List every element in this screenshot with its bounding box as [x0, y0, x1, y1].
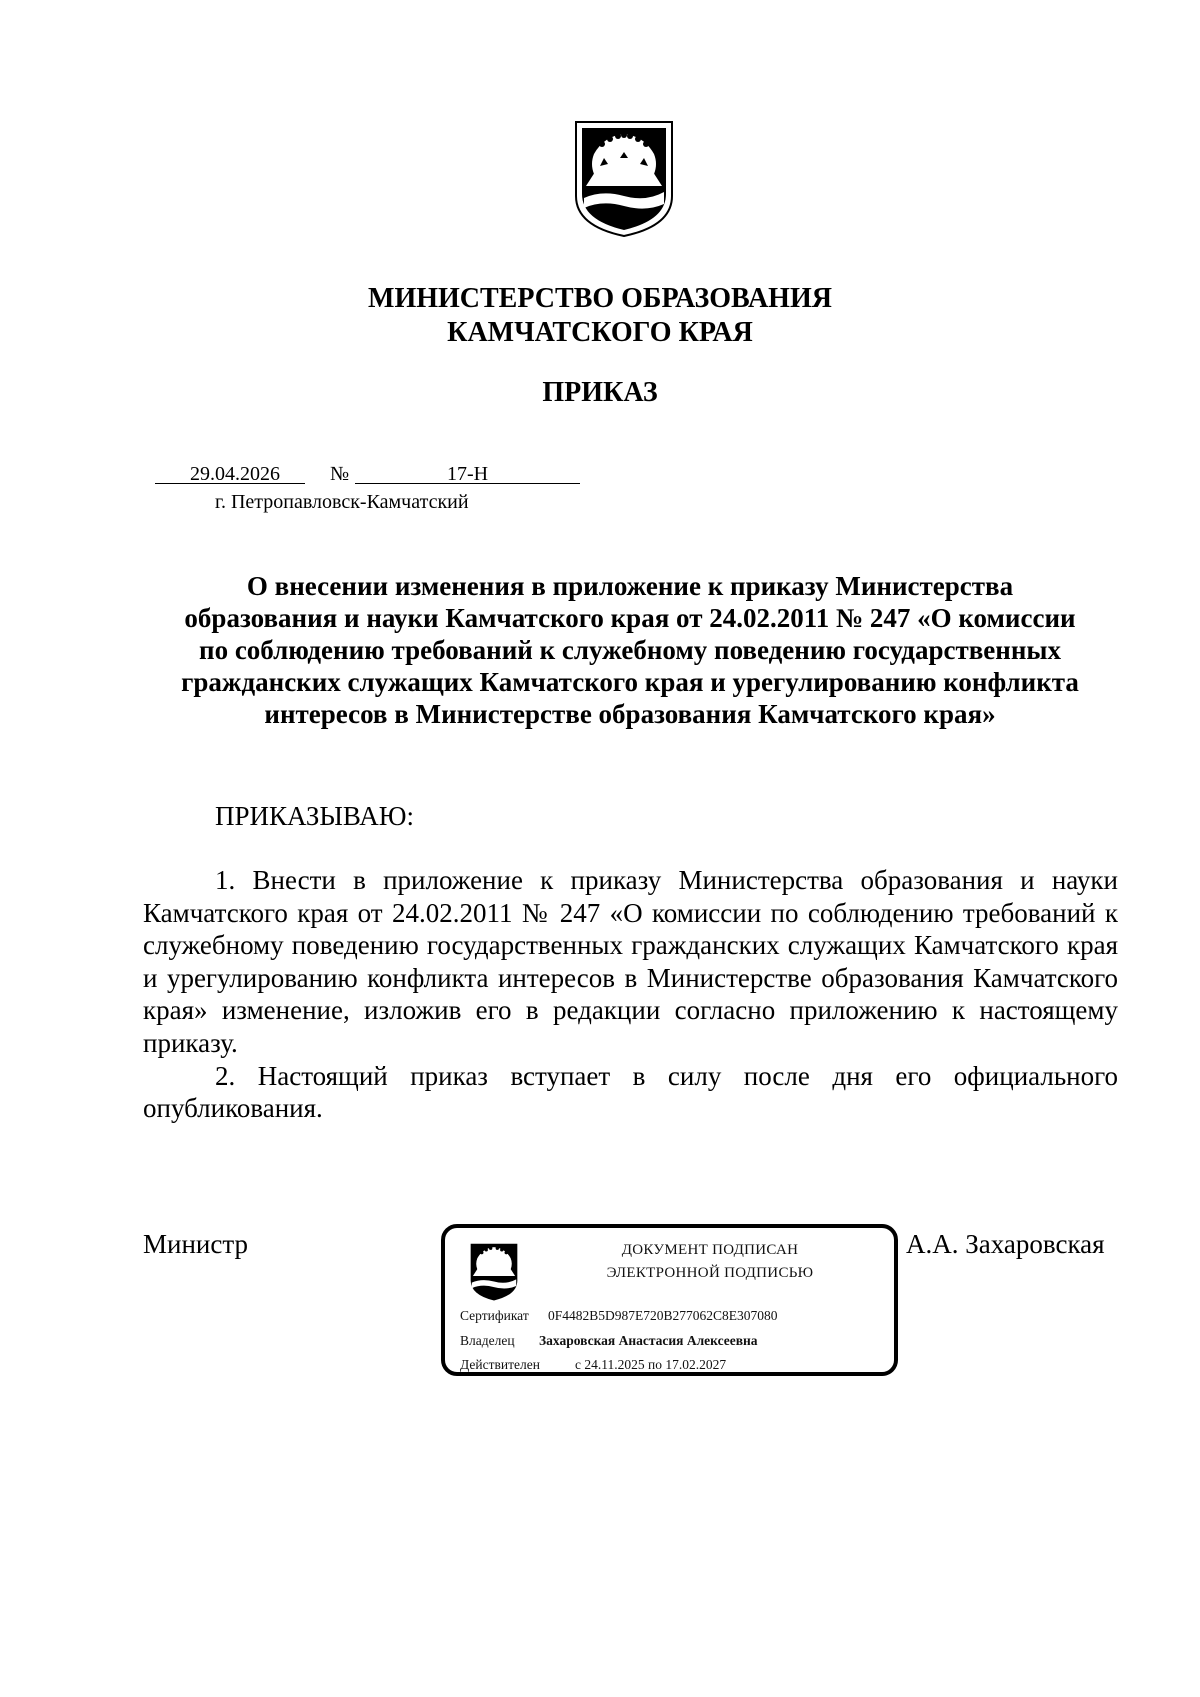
validity-label: Действителен	[460, 1357, 540, 1372]
signer-title: Министр	[143, 1229, 248, 1259]
stamp-title-line-1: ДОКУМЕНТ ПОДПИСАН	[621, 1242, 799, 1258]
stamp-validity-row	[460, 1356, 727, 1374]
coat-of-arms-icon	[572, 114, 676, 240]
stamp-certificate-row	[460, 1307, 778, 1325]
number-sign: №	[330, 463, 350, 485]
org-name-line-2: КАМЧАТСКОГО КРАЯ	[447, 317, 753, 348]
order-paragraph-1: 1. Внести в приложение к приказу Министерства образования и науки Камчатского края от 24.02.2011 № 247 «О комиссии по соблюдению требований к служебному поведению государственных гражданских служащих Камчатского края и урегулированию конфликта интересов в Министерстве образования Камчатского края» изменение, изложив его в редакции согласно приложению к настоящему приказу.	[143, 865, 1118, 1058]
stamp-owner-row	[460, 1332, 758, 1350]
org-name-line-1: МИНИСТЕРСТВО ОБРАЗОВАНИЯ	[368, 283, 832, 314]
order-paragraph-2: 2. Настоящий приказ вступает в силу после дня его официального опубликования.	[143, 1060, 1118, 1124]
document-number: 17-Н	[447, 463, 489, 485]
coat-of-arms-icon	[464, 1236, 524, 1306]
stamp-title-line-2: ЭЛЕКТРОННОЙ ПОДПИСЬЮ	[606, 1265, 814, 1281]
owner-label: Владелец	[460, 1333, 515, 1348]
certificate-label: Сертификат	[460, 1308, 529, 1323]
electronic-signature-stamp	[441, 1224, 898, 1376]
signer-name: А.А. Захаровская	[906, 1229, 1105, 1259]
city: г. Петропавловск-Камчатский	[215, 491, 469, 513]
certificate-value: 0F4482B5D987E720B277062C8E307080	[548, 1308, 778, 1323]
owner-value: Захаровская Анастасия Алексеевна	[539, 1333, 758, 1348]
order-directive: ПРИКАЗЫВАЮ:	[215, 801, 414, 831]
subject-line: интересов в Министерстве образования Камчатского края»	[264, 699, 996, 729]
order-body	[143, 864, 1118, 1125]
subject-line: О внесении изменения в приложение к приказу Министерства	[246, 571, 1014, 601]
document-type: ПРИКАЗ	[542, 377, 658, 408]
document-subject	[150, 570, 1110, 730]
validity-value: с 24.11.2025 по 17.02.2027	[575, 1357, 727, 1372]
subject-line: гражданских служащих Камчатского края и урегулированию конфликта	[181, 667, 1079, 697]
date-number-line	[155, 462, 580, 486]
document-date: 29.04.2026	[190, 463, 280, 485]
subject-line: образования и науки Камчатского края от 24.02.2011 № 247 «О комиссии	[184, 603, 1076, 633]
subject-line: по соблюдению требований к служебному поведению государственных	[199, 635, 1061, 665]
